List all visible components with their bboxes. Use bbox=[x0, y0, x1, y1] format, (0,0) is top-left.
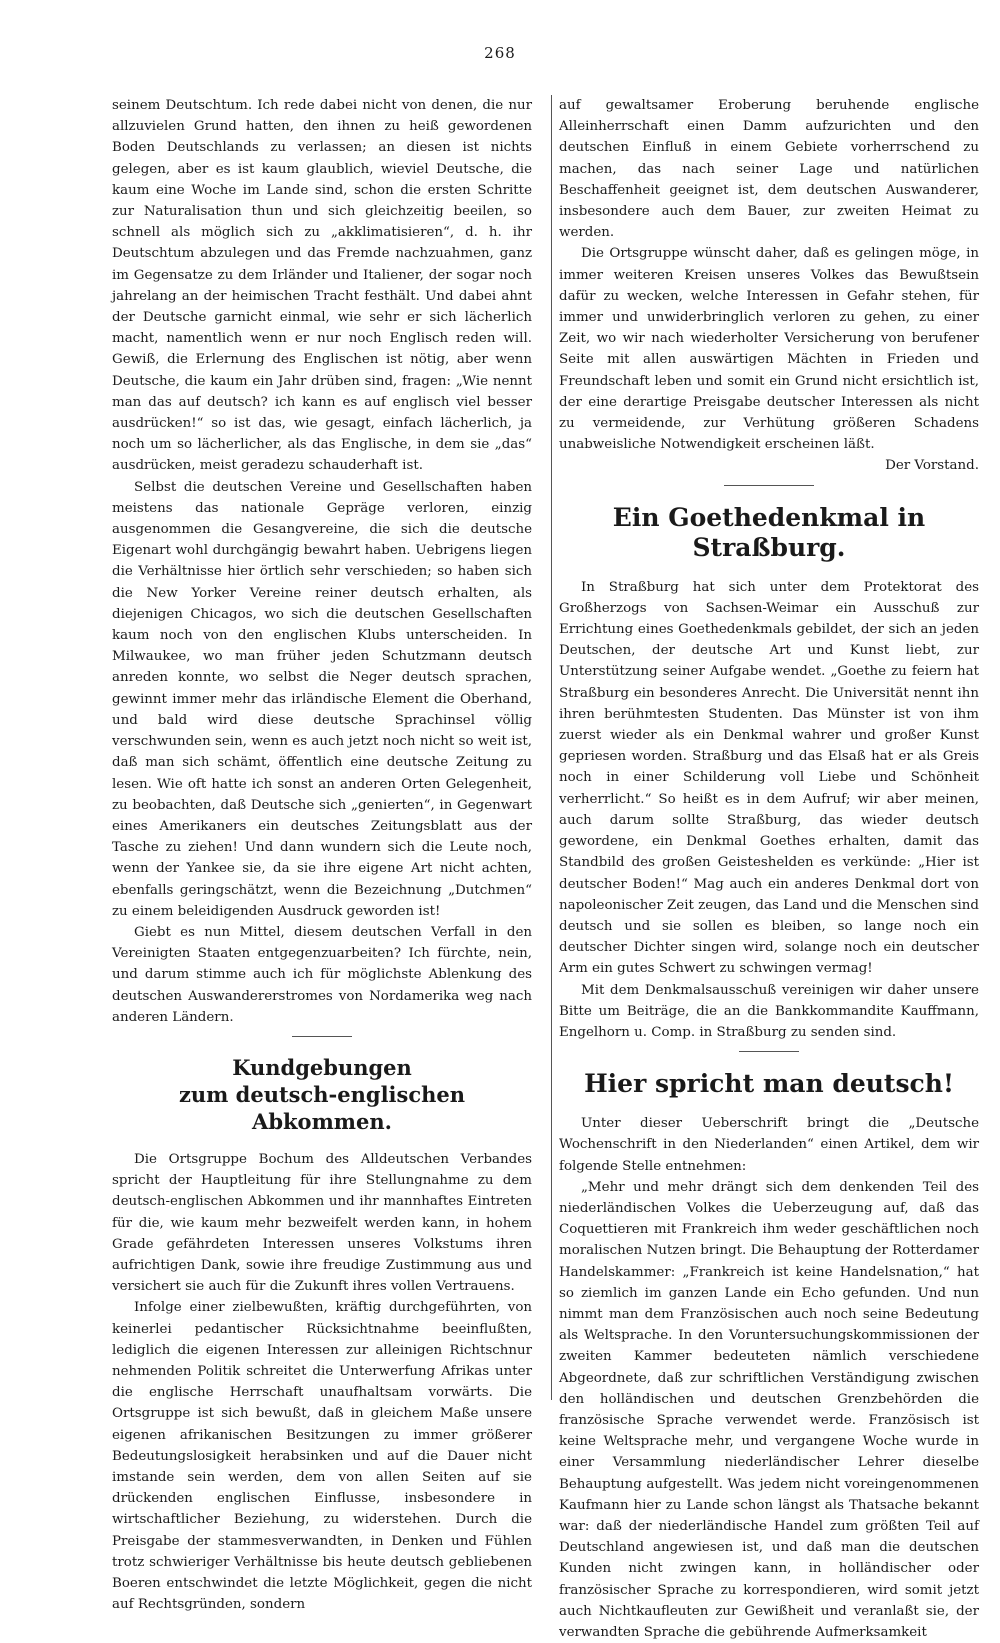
left-column bbox=[112, 95, 532, 1615]
section-separator bbox=[292, 1036, 352, 1038]
section-separator bbox=[739, 1051, 799, 1053]
paragraph: Die Ortsgruppe Bochum des Alldeutschen Verbandes spricht der Hauptleitung für ihre Stellungnahme zu dem deutsch-englischen Abkommen und ihr mannhaftes Eintreten für die, wie kaum mehr bezweifelt werden kann, in hohem Grade gefährdeten Interessen unseres Volkstums ihren aufrichtigen Dank, sowie ihre freudige Zustimmung aus und versichert sie auch für die Zukunft ihres vollen Vertrauens. bbox=[112, 1151, 532, 1295]
column-divider bbox=[551, 95, 552, 1400]
paragraph: Die Ortsgruppe wünscht daher, daß es gelingen möge, in immer weiteren Kreisen unseres Volkes das Bewußtsein dafür zu wecken, welche Interessen in Gefahr stehen, für immer und unwiderbringlich verloren zu gehen, zu einer Zeit, wo wir nach wiederholter Versicherung von berufener Seite mit allen auswärtigen Mächten in Frieden und Freundschaft leben und somit ein Grund nicht ersichtlich ist, der eine derartige Preisgabe deutscher Interessen als nicht zu vermeidende, zur Verhütung größeren Schadens unabweisliche Notwendigkeit erscheinen läßt. bbox=[559, 246, 979, 453]
signature: Der Vorstand. bbox=[885, 458, 979, 474]
heading-line: zum deutsch-englischen Abkommen. bbox=[178, 1081, 466, 1134]
paragraph: Selbst die deutschen Vereine und Gesellschaften haben meistens das nationale Gepräge verloren, einzig ausgenommen die Gesangvereine, die sich die deutsche Eigenart wohl durchgängig bewahrt haben. Uebrigens liegen die Verhältnisse hier örtlich sehr verschieden; so haben sich die New Yorker Vereine reiner deutsch erhalten, als diejenigen Chicagos, wo sich die deutschen Gesellschaften kaum noch von den englischen Klubs unterscheiden. In Milwaukee, wo man früher jeden Schutzmann deutsch anreden konnte, wo selbst die Neger deutsch sprachen, gewinnt immer mehr das irländische Element die Oberhand, und bald wird diese deutsche Sprachinsel völlig verschwunden sein, wenn es auch jetzt noch nicht so weit ist, daß man sich schämt, öffentlich eine deutsche Zeitung zu lesen. Wie oft hatte ich sonst an anderen Orten Gelegenheit, zu beobachten, daß Deutsche sich „genierten“, in Gegenwart eines Amerikaners ein deutsches Zeitungsblatt aus der Tasche zu ziehen! Und dann wundern sich die Leute noch, wenn der Yankee sie, da sie ihre eigene Art nicht achten, ebenfalls geringschätzt, wenn die Bezeichnung „Dutchmen“ zu einem beleidigenden Ausdruck geworden ist! bbox=[112, 479, 532, 919]
right-column bbox=[559, 95, 979, 1643]
paragraph: Mit dem Denkmalsausschuß vereinigen wir daher unsere Bitte um Beiträge, die an die Bankkommandite Kauffmann, Engelhorn u. Comp. in Straßburg zu senden sind. bbox=[559, 982, 979, 1040]
paragraph: seinem Deutschtum. Ich rede dabei nicht von denen, die nur allzuvielen Grund hatten, den ihnen zu heiß gewordenen Boden Deutschlands zu verlassen; an diesen ist nichts gelegen, aber es ist kaum glaublich, wieviel Deutsche, die kaum eine Woche im Lande sind, schon die ersten Schritte zur Naturalisation thun und sich gleichzeitig beeilen, so schnell als möglich sich zu „akklimatisieren“, d. h. ihr Deutschtum abzulegen und das Fremde nachzuahmen, ganz im Gegensatze zu dem Irländer und Italiener, der sogar noch jahrelang an der heimischen Tracht festhält. Und dabei ahnt der Deutsche garnicht einmal, wie sehr er sich lächerlich macht, namentlich wenn er nur noch Englisch reden will. Gewiß, die Erlernung des Englischen ist nötig, aber wenn Deutsche, die kaum ein Jahr drüben sind, fragen: „Wie nennt man das auf deutsch? ich kann es auf englisch viel besser ausdrücken!“ so ist das, wie gesagt, einfach lächerlich, ja noch um so lächerlicher, als das Englische, in dem sie „das“ ausdrücken, meist geradezu schauderhaft ist. bbox=[112, 98, 532, 474]
paragraph: Infolge einer zielbewußten, kräftig durchgeführten, von keinerlei pedantischer Rücksichtnahme beeinflußten, lediglich die eigenen Interessen zur alleinigen Richtschnur nehmenden Politik schreitet die Unterwerfung Afrikas unter die englische Herrschaft unaufhaltsam vorwärts. Die Ortsgruppe ist sich bewußt, daß in gleichem Maße unsere eigenen afrikanischen Besitzungen zu immer größerer Bedeutungslosigkeit herabsinken und auf die Dauer nicht imstande sein werden, dem von allen Seiten auf sie drückenden englischen Einflusse, insbesondere in wirtschaftlicher Beziehung, zu widerstehen. Durch die Preisgabe der stammesverwandten, in Denken und Fühlen trotz schwieriger Verhältnisse bis heute deutsch gebliebenen Boeren entschwindet die letzte Möglichkeit, gegen die nicht auf Rechtsgründen, sondern bbox=[112, 1300, 532, 1613]
section-heading bbox=[112, 1054, 532, 1135]
section-separator bbox=[724, 485, 814, 487]
section-heading: Ein Goethedenkmal in Straßburg. bbox=[612, 502, 926, 562]
paragraph: „Mehr und mehr drängt sich dem denkenden Teil des niederländischen Volkes die Ueberzeugung auf, daß das Coquettieren mit Frankreich ihm weder geschäftlichen noch moralischen Nutzen bringt. Die Behauptung der Rotterdamer Handelskammer: „Frankreich ist keine Handelsnation,“ hat so ziemlich im ganzen Lande ein Echo gefunden. Und nun nimmt man dem Französischen auch noch seine Bedeutung als Weltsprache. In den Voruntersuchungskommissionen der zweiten Kammer bedeuteten nämlich verschiedene Abgeordnete, daß zur schriftlichen Verständigung zwischen den holländischen und deutschen Grenzbehörden die französische Sprache verwendet werde. Französisch ist keine Weltsprache mehr, und vergangene Woche wurde in einer Versammlung niederländischer Lehrer dieselbe Behauptung aufgestellt. Was jedem nicht voreingenommenen Kaufmann hier zu Lande schon längst als Thatsache bekannt war: daß der niederländische Handel zum größten Teil auf Deutschland angewiesen ist, und daß man die deutschen Kunden nicht zwingen kann, in holländischer oder französischer Sprache zu korrespondieren, wird somit jetzt auch Nichtkaufleuten zur Gewißheit und veranlaßt sie, der verwandten Sprache die gebührende Aufmerksamkeit bbox=[559, 1179, 979, 1640]
paragraph: auf gewaltsamer Eroberung beruhende englische Alleinherrschaft einen Damm aufzurichten und den deutschen Einfluß in einem Gebiete vorherrschend zu machen, das nach seiner Lage und natürlichen Beschaffenheit geeignet ist, dem deutschen Auswanderer, insbesondere auch dem Bauer, zur zweiten Heimat zu werden. bbox=[559, 98, 979, 241]
paragraph: Unter dieser Ueberschrift bringt die „Deutsche Wochenschrift in den Niederlanden“ einen Artikel, dem wir folgende Stelle entnehmen: bbox=[559, 1116, 979, 1174]
section-heading: Hier spricht man deutsch! bbox=[584, 1069, 954, 1099]
paragraph: In Straßburg hat sich unter dem Protektorat des Großherzogs von Sachsen-Weimar ein Ausschuß zur Errichtung eines Goethedenkmals gebildet, der sich an jeden Deutschen, der deutsche Art und Kunst liebt, zur Unterstützung seiner Aufgabe wendet. „Goethe zu feiern hat Straßburg ein besonderes Anrecht. Die Universität nennt ihn ihren berühmtesten Studenten. Das Münster ist von ihm zuerst wieder als ein Denkmal wahrer und großer Kunst gepriesen worden. Straßburg und das Elsaß hat er als Greis noch in einer Schilderung voll Liebe und Schönheit verherrlicht.“ So heißt es in dem Aufruf; wir aber meinen, auch darum sollte Straßburg, das wieder deutsch gewordene, ein Denkmal Goethes erhalten, damit das Standbild des großen Geisteshelden es verkünde: „Hier ist deutscher Boden!“ Mag auch ein anderes Denkmal dort von napoleonischer Zeit zeugen, das Land und die Menschen sind deutsch und sie sollen es bleiben, so lange noch ein deutscher Dichter singen wird, solange noch ein deutscher Arm ein gutes Schwert zu schwingen vermag! bbox=[559, 579, 979, 977]
page-number: 268 bbox=[484, 44, 516, 62]
paragraph: Giebt es nun Mittel, diesem deutschen Verfall in den Vereinigten Staaten entgegenzuarbeiten? Ich fürchte, nein, und darum stimme auch ich für möglichste Ablenkung des deutschen Auswandererstromes von Nordamerika weg nach anderen Ländern. bbox=[112, 924, 532, 1025]
heading-line: Kundgebungen bbox=[232, 1054, 412, 1080]
